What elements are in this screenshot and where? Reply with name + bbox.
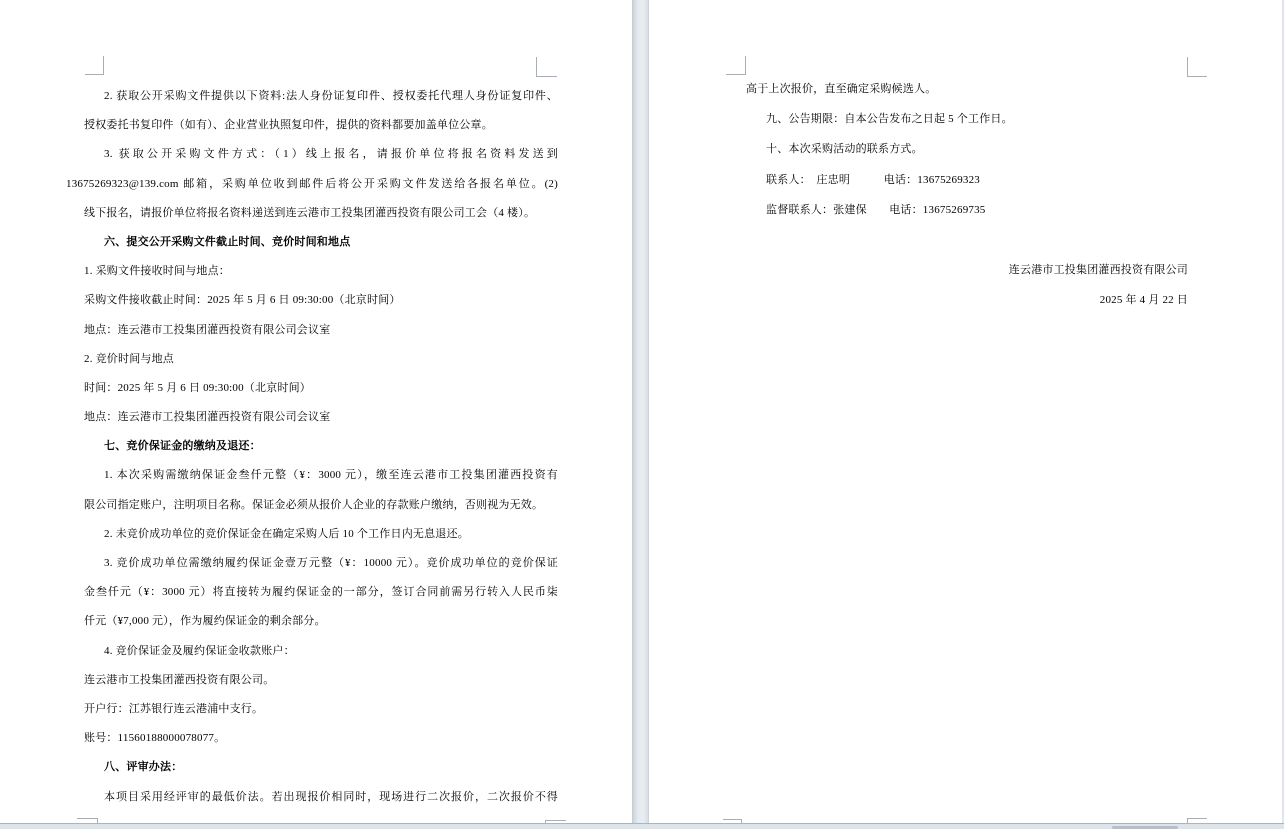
crop-mark-top-left-icon [85,56,104,75]
document-line: 1. 本次采购需缴纳保证金叁仟元整（¥：3000 元），缴至连云港市工投集团灌西投资有 [104,469,558,482]
document-line: 六、提交公开采购文件截止时间、竞价时间和地点 [104,235,351,248]
document-page-1[interactable] [0,0,633,823]
document-line: 金叁仟元（¥：3000 元）将直接转为履约保证金的一部分，签订合同前需另行转入人民币柒 [84,586,558,599]
document-line: 采购文件接收截止时间：2025 年 5 月 6 日 09:30:00（北京时间） [84,294,401,307]
document-line: 13675269323@139.com 邮箱，采购单位收到邮件后将公开采购文件发送给各报名单位。(2) [66,177,558,190]
document-line: 开户行：江苏银行连云港浦中支行。 [84,702,264,715]
document-line: 限公司指定账户，注明项目名称。保证金必须从报价人企业的存款账户缴纳，否则视为无效。 [84,498,544,511]
document-line: 2. 未竞价成功单位的竞价保证金在确定采购人后 10 个工作日内无息退还。 [104,527,469,540]
document-line: 监督联系人：张建保 电话：13675269735 [766,203,986,216]
document-line: 4. 竞价保证金及履约保证金收款账户： [104,644,295,657]
document-line: 线下报名，请报价单位将报名资料递送到连云港市工投集团灌西投资有限公司工会（4 楼）。 [84,206,536,219]
document-line: 2. 竞价时间与地点 [84,352,174,365]
crop-mark-top-left-icon [726,56,746,75]
blank-line [746,225,1188,255]
horizontal-scrollbar-thumb[interactable] [1112,826,1178,829]
document-line: 账号：11560188000078077。 [84,732,226,745]
document-line: 高于上次报价，直至确定采购候选人。 [746,83,937,95]
page-2-text-column [746,74,1188,316]
document-line: 本项目采用经评审的最低价法。若出现报价相同时，现场进行二次报价，二次报价不得 [104,790,558,803]
document-line: 地点：连云港市工投集团灌西投资有限公司会议室 [84,411,331,424]
document-line: 九、公告期限：自本公告发布之日起 5 个工作日。 [766,113,1013,126]
document-line: 授权委托书复印件（如有）、企业营业执照复印件，提供的资料都要加盖单位公章。 [84,119,493,132]
document-line: 八、评审办法： [104,761,183,774]
document-line: 联系人： 庄忠明 电话：13675269323 [766,173,980,186]
document-line: 连云港市工投集团灌西投资有限公司 [1008,264,1188,277]
crop-mark-top-right-icon [536,57,557,77]
document-line: 3. 获取公开采购文件方式：（1）线上报名，请报价单位将报名资料发送到 [104,148,558,161]
document-page-2[interactable] [648,0,1283,823]
page-bottom-separator [0,823,1284,829]
document-line: 1. 采购文件接收时间与地点： [84,265,230,278]
document-line: 2025 年 4 月 22 日 [1099,294,1188,307]
crop-mark-top-right-icon [1187,57,1207,77]
document-line: 2. 获取公开采购文件提供以下资料:法人身份证复印件、授权委托代理人身份证复印件、 [104,90,558,102]
document-line: 时间：2025 年 5 月 6 日 09:30:00（北京时间） [84,381,312,394]
document-line: 地点：连云港市工投集团灌西投资有限公司会议室 [84,323,331,336]
document-line: 十、本次采购活动的联系方式。 [766,143,923,156]
page-gap-vertical [633,0,648,823]
document-line: 七、竞价保证金的缴纳及退还： [104,440,261,453]
page-1-text-column [66,82,558,812]
document-line: 3. 竞价成功单位需缴纳履约保证金壹万元整（¥：10000 元）。竞价成功单位的竞价保证 [104,557,558,569]
document-line: 仟元（¥7,000 元），作为履约保证金的剩余部分。 [84,615,326,628]
document-line: 连云港市工投集团灌西投资有限公司。 [84,673,275,686]
